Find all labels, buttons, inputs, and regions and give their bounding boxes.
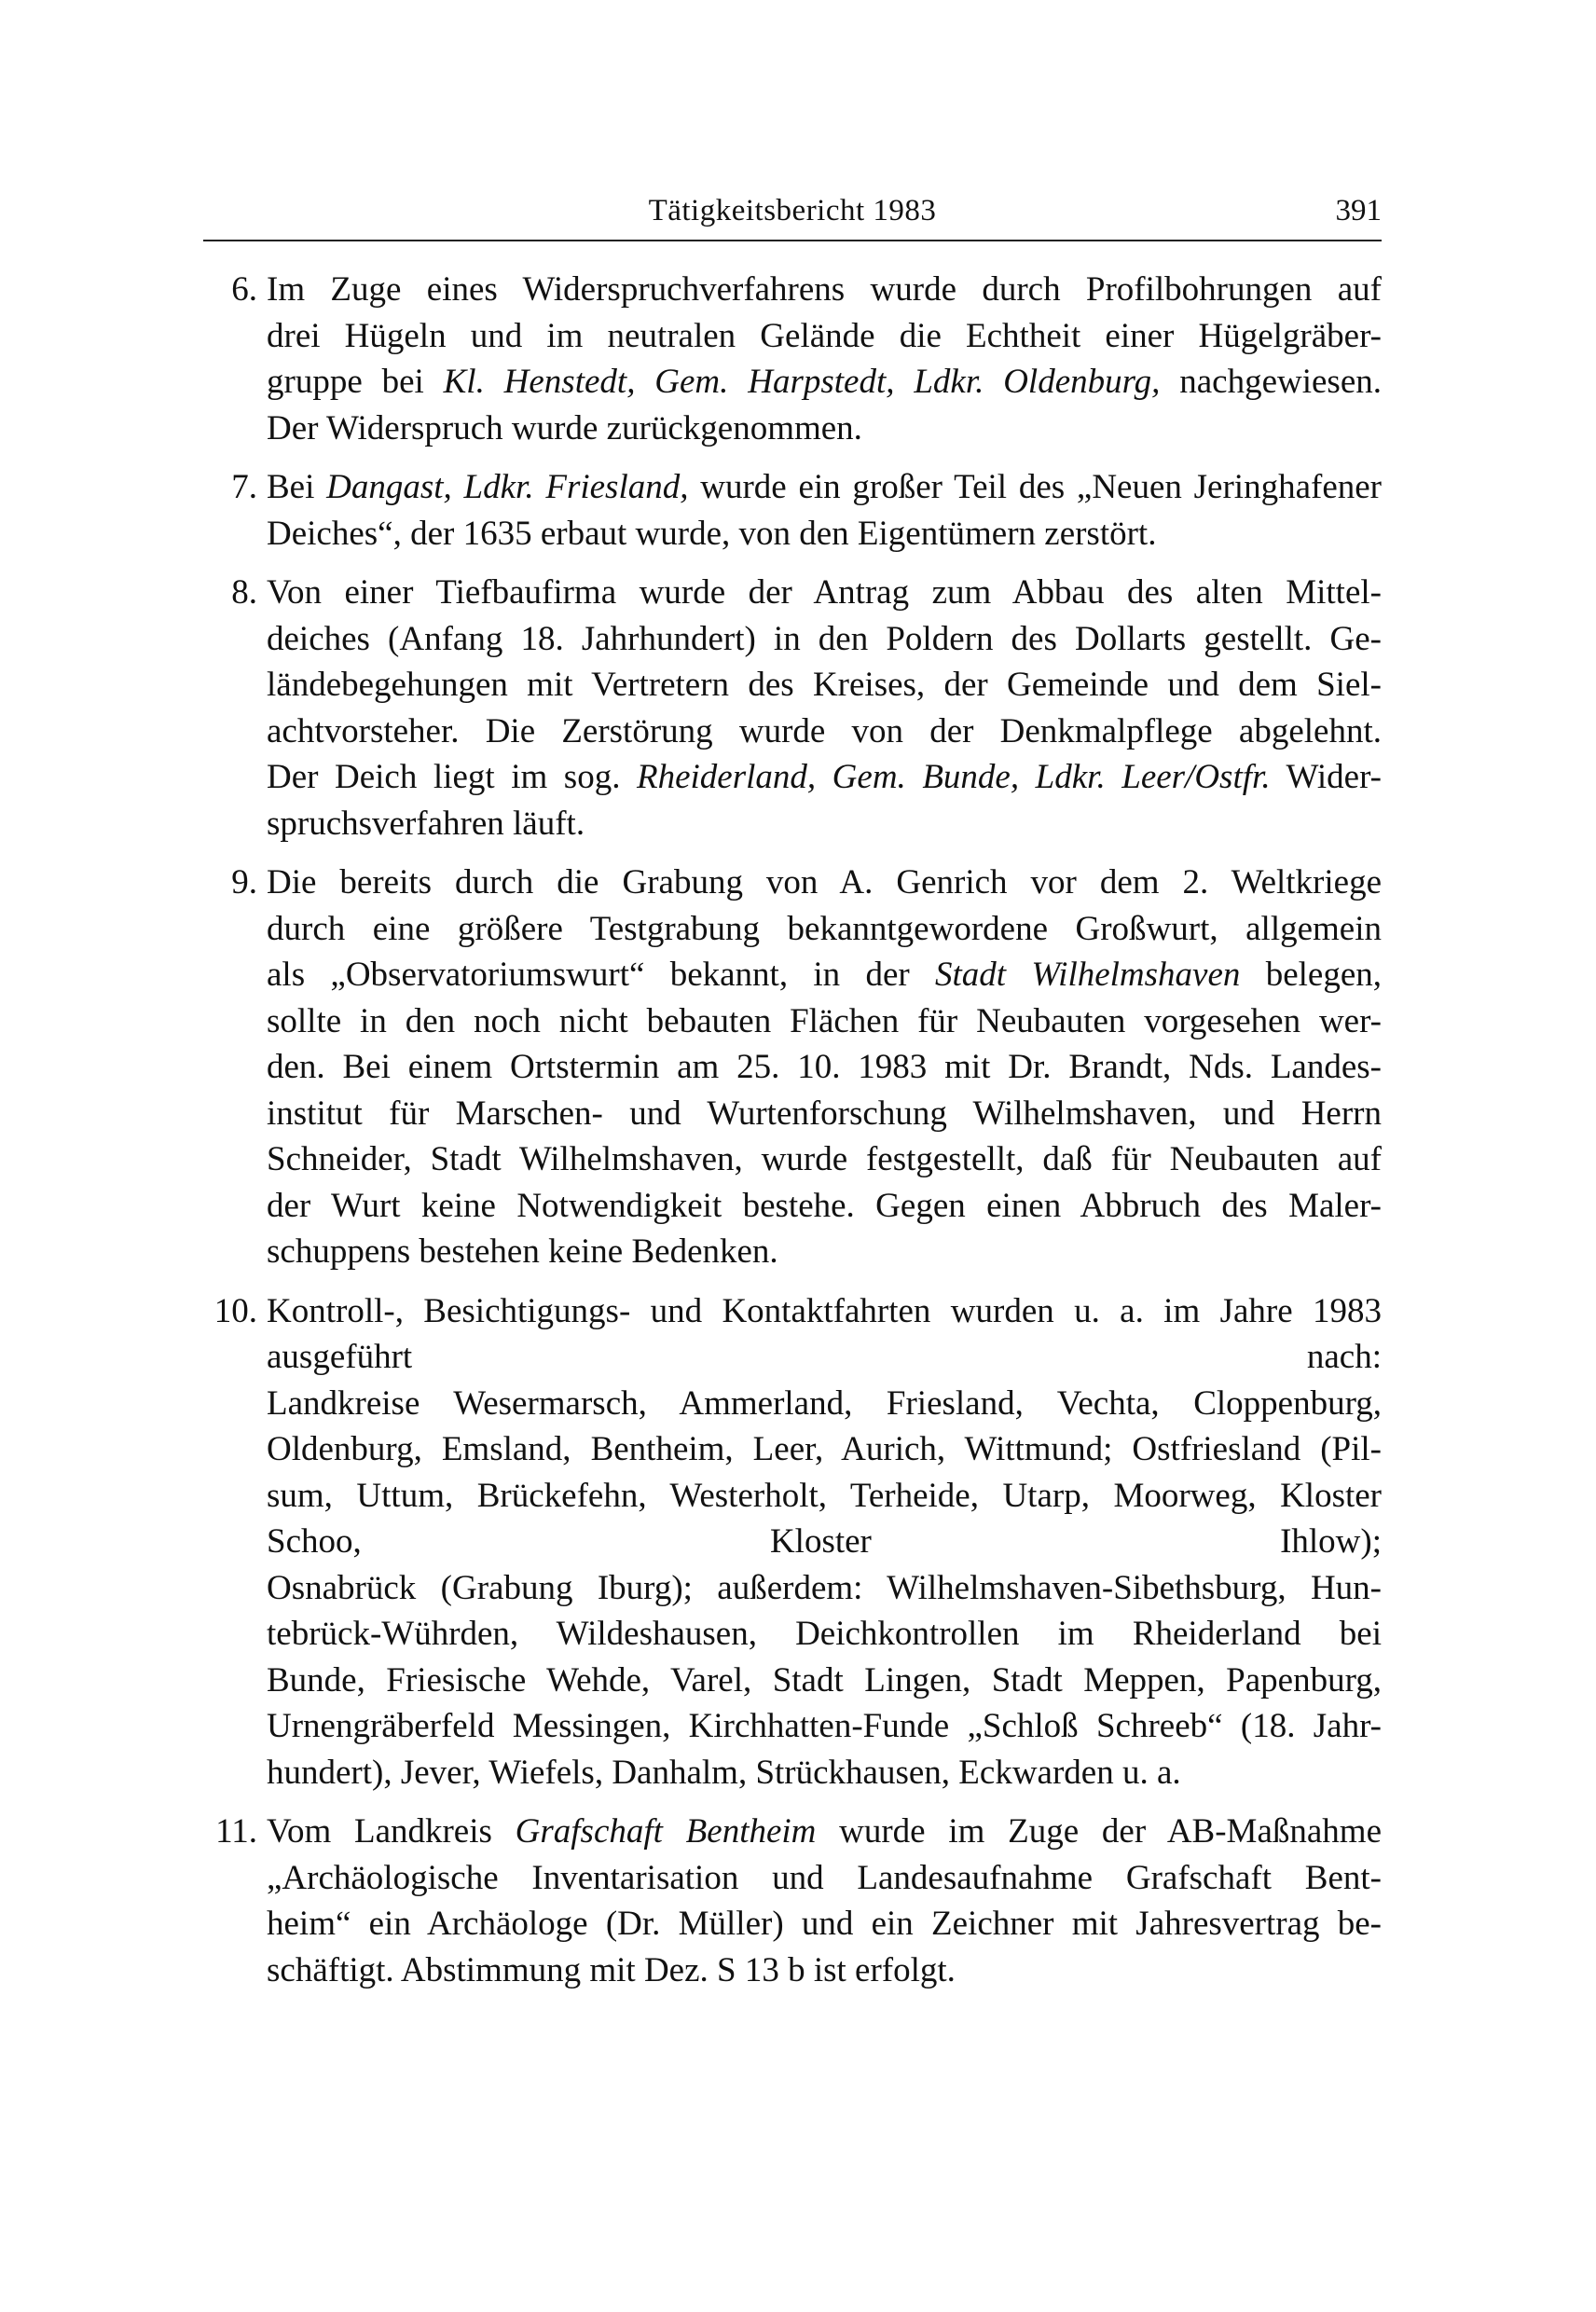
text-line — [267, 511, 1382, 557]
line-content — [267, 620, 1382, 658]
text-line — [267, 1334, 1382, 1381]
text-run: hundert), Jever, Wiefels, Danhalm, Strückhausen, Eckwarden u. a. — [267, 1753, 1181, 1792]
text-run: Vom Landkreis — [267, 1812, 516, 1851]
text-line — [267, 1658, 1382, 1704]
text-line — [267, 1565, 1382, 1612]
list-item — [203, 464, 1382, 557]
line-content — [267, 1615, 1382, 1653]
list-item — [203, 570, 1382, 846]
text-run: Der Deich liegt im sog. — [267, 758, 637, 796]
text-run: heim“ ein Archäologe (Dr. Müller) und ein Zeichner mit Jahresvertrag be- — [267, 1905, 1382, 1943]
text-run: spruchsverfahren läuft. — [267, 804, 585, 843]
line-content — [267, 1661, 1382, 1700]
line-content — [267, 712, 1382, 750]
line-content — [267, 1292, 1382, 1330]
text-run: Urnengräberfeld Messingen, Kirchhatten-Funde „Schloß Schreeb“ (18. Jahr- — [267, 1707, 1382, 1745]
line-content — [267, 1812, 1382, 1851]
text-run: nachgewiesen. — [1160, 363, 1383, 401]
text-run: Die bereits durch die Grabung von A. Genrich vor dem 2. Weltkriege — [267, 863, 1382, 901]
item-number: 9. — [231, 863, 257, 901]
text-line — [267, 1750, 1382, 1796]
text-line — [267, 406, 1382, 452]
text-run: Wider- — [1270, 758, 1382, 796]
line-content — [267, 1140, 1382, 1178]
item-number: 11. — [215, 1812, 257, 1851]
line-content — [267, 1569, 1382, 1607]
line-content — [267, 1951, 956, 1989]
text-run: drei Hügeln und im neutralen Gelände die Echtheit einer Hügelgräber- — [267, 316, 1382, 355]
line-content — [267, 573, 1382, 612]
italic-place-name: Stadt Wilhelmshaven — [935, 956, 1241, 994]
line-content — [267, 1002, 1382, 1040]
text-run: sum, Uttum, Brückefehn, Westerholt, Terheide, Utarp, Moorweg, Kloster — [267, 1476, 1382, 1515]
text-line — [267, 464, 1382, 511]
item-number: 10. — [213, 1291, 257, 1330]
text-run: als „Observatoriumswurt“ bekannt, in der — [267, 956, 936, 994]
text-line — [267, 1473, 1382, 1520]
line-content — [267, 409, 862, 447]
text-line — [267, 754, 1382, 801]
text-line — [267, 1044, 1382, 1091]
italic-place-name: Grafschaft Bentheim — [515, 1812, 817, 1851]
line-content — [267, 1859, 1382, 1897]
line-content — [267, 1187, 1382, 1225]
numbered-list — [203, 267, 1382, 2006]
text-run: gruppe bei — [267, 363, 444, 401]
line-content — [267, 1707, 1382, 1745]
text-line — [267, 1091, 1382, 1137]
list-item — [203, 1809, 1382, 1993]
text-line — [267, 906, 1382, 953]
text-line — [267, 662, 1382, 709]
text-line — [267, 359, 1382, 406]
running-head-title: Tätigkeitsbericht 1983 — [648, 194, 937, 227]
text-run: wurde ein großer Teil des „Neuen Jeringhafener — [688, 468, 1382, 506]
item-number: 7. — [231, 468, 257, 506]
text-run: Oldenburg, Emsland, Bentheim, Leer, Aurich, Wittmund; Ostfriesland (Pil- — [267, 1430, 1382, 1468]
text-run: „Archäologische Inventarisation und Landesaufnahme Grafschaft Bent- — [267, 1858, 1382, 1897]
line-content — [267, 805, 585, 843]
text-run: achtvorsteher. Die Zerstörung wurde von der Denkmalpflege abgelehnt. — [267, 711, 1382, 750]
text-run: Im Zuge eines Widerspruchverfahrens wurde durch Profilbohrungen auf — [267, 270, 1382, 309]
text-run: Osnabrück (Grabung Iburg); außerdem: Wilhelmshaven-Sibethsburg, Hun- — [267, 1568, 1382, 1607]
line-content — [267, 1754, 1181, 1792]
text-run: Schneider, Stadt Wilhelmshaven, wurde festgestellt, daß für Neubauten auf — [267, 1140, 1382, 1178]
text-line — [267, 1381, 1382, 1427]
text-line — [267, 570, 1382, 616]
text-run: wurde im Zuge der AB-Maßnahme — [816, 1812, 1382, 1851]
italic-place-name: Rheiderland, Gem. Bunde, Ldkr. Leer/Ostfr. — [636, 758, 1271, 796]
line-content — [267, 863, 1382, 901]
line-content — [267, 270, 1382, 309]
line-content — [267, 1522, 1382, 1561]
text-line — [267, 1229, 1382, 1275]
line-content — [267, 666, 1382, 704]
line-content — [267, 1048, 1382, 1086]
line-content — [267, 468, 1382, 506]
text-run: institut für Marschen- und Wurtenforschung Wilhelmshaven, und Herrn — [267, 1094, 1382, 1133]
text-line — [267, 1947, 1382, 1994]
text-run: belegen, — [1240, 956, 1383, 994]
line-content — [267, 515, 1156, 553]
text-run: Von einer Tiefbaufirma wurde der Antrag zum Abbau des alten Mittel- — [267, 573, 1382, 612]
text-run: schäftigt. Abstimmung mit Dez. S 13 b ist erfolgt. — [267, 1950, 956, 1989]
text-run: tebrück-Wührden, Wildeshausen, Deichkontrollen im Rheiderland bei — [267, 1615, 1382, 1653]
text-line — [267, 1426, 1382, 1473]
text-line — [267, 801, 1382, 847]
line-content — [267, 1094, 1382, 1133]
line-content — [267, 1477, 1382, 1515]
running-head — [203, 190, 1382, 231]
text-line — [267, 1519, 1382, 1565]
italic-place-name: Kl. Henstedt, Gem. Harpstedt, Ldkr. Oldenburg, — [443, 363, 1161, 401]
text-line — [267, 616, 1382, 663]
text-run: den. Bei einem Ortstermin am 25. 10. 1983 mit Dr. Brandt, Nds. Landes- — [267, 1048, 1382, 1086]
text-run: schuppens bestehen keine Bedenken. — [267, 1232, 778, 1271]
list-item — [203, 860, 1382, 1275]
header-rule — [203, 240, 1382, 241]
line-content — [267, 317, 1382, 355]
text-line — [267, 313, 1382, 360]
text-run: Bunde, Friesische Wehde, Varel, Stadt Lingen, Stadt Meppen, Papenburg, — [267, 1660, 1382, 1700]
line-content — [267, 1232, 778, 1271]
text-run: ländebegehungen mit Vertretern des Kreises, der Gemeinde und dem Siel- — [267, 666, 1382, 704]
line-content — [267, 1384, 1382, 1423]
text-line — [267, 952, 1382, 998]
text-line — [267, 709, 1382, 755]
line-content — [267, 758, 1382, 796]
text-line — [267, 267, 1382, 313]
text-run: Deiches“, der 1635 erbaut wurde, von den Eigentümern zerstört. — [267, 514, 1157, 553]
text-run: der Wurt keine Notwendigkeit bestehe. Gegen einen Abbruch des Maler- — [267, 1186, 1382, 1225]
text-line — [267, 860, 1382, 906]
text-line — [267, 1136, 1382, 1183]
item-number: 8. — [231, 573, 257, 612]
text-line — [267, 1855, 1382, 1902]
line-content — [267, 1905, 1382, 1943]
line-content — [267, 910, 1382, 948]
text-run: Landkreise Wesermarsch, Ammerland, Friesland, Vechta, Cloppenburg, — [267, 1383, 1382, 1423]
list-item — [203, 1288, 1382, 1796]
item-number: 6. — [231, 270, 257, 309]
text-line — [267, 1183, 1382, 1230]
text-run: Bei — [267, 468, 327, 506]
list-item — [203, 267, 1382, 451]
text-line — [267, 1703, 1382, 1750]
text-line — [267, 1901, 1382, 1947]
page-number: 391 — [1335, 194, 1382, 227]
line-content — [267, 1430, 1382, 1468]
text-line — [267, 1288, 1382, 1335]
text-run: Der Widerspruch wurde zurückgenommen. — [267, 408, 862, 447]
text-line — [267, 998, 1382, 1045]
line-content — [267, 956, 1382, 994]
text-run: durch eine größere Testgrabung bekanntgewordene Großwurt, allgemein — [267, 909, 1382, 948]
text-run: sollte in den noch nicht bebauten Flächen für Neubauten vorgesehen wer- — [267, 1001, 1382, 1040]
line-content — [267, 363, 1382, 401]
text-line — [267, 1611, 1382, 1658]
line-content — [267, 1338, 1382, 1376]
text-run: Kontroll-, Besichtigungs- und Kontaktfahrten wurden u. a. im Jahre 1983 — [267, 1291, 1382, 1330]
italic-place-name: Dangast, Ldkr. Friesland, — [326, 468, 689, 506]
text-run: ausgeführt nach: — [267, 1338, 1382, 1376]
text-line — [267, 1809, 1382, 1855]
text-run: Schoo, Kloster Ihlow); — [267, 1522, 1382, 1561]
text-run: deiches (Anfang 18. Jahrhundert) in den Poldern des Dollarts gestellt. Ge- — [267, 619, 1382, 658]
